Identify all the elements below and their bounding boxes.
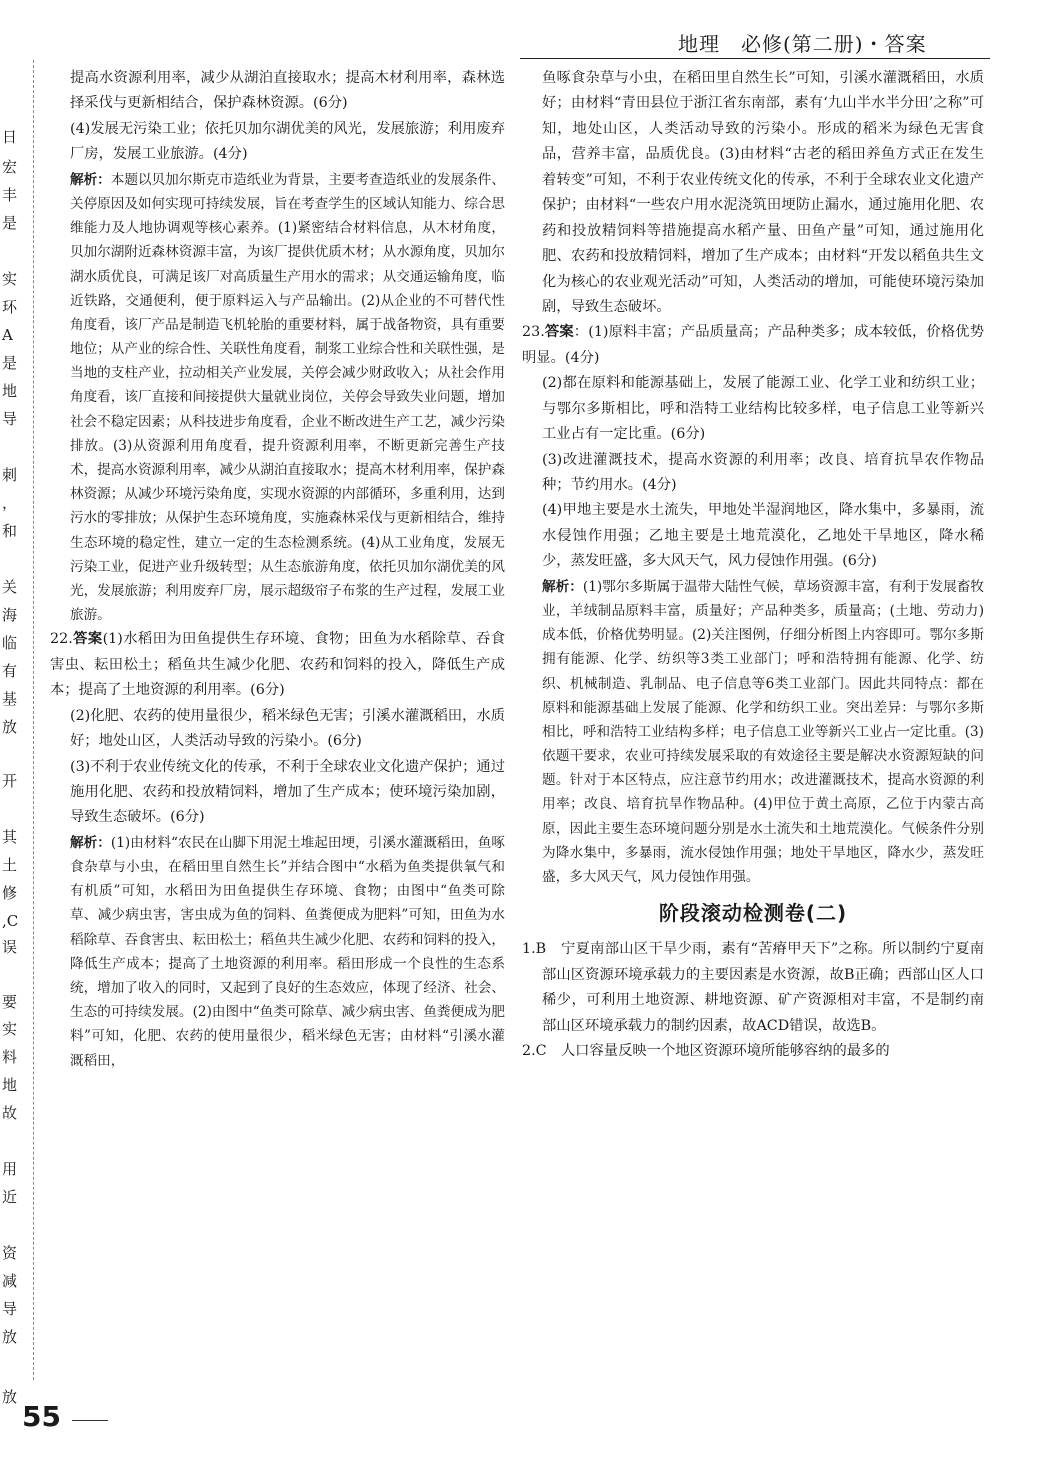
- analysis-text: (1)由材料“农民在山脚下用泥土堆起田埂，引溪水灌溉稻田，鱼啄食杂草与小虫，在稻田里自然生长”并结合图中“水稻为鱼类提供氧气和有机质”可知，水稻田为田鱼提供生存环境、食物；由图中“鱼类可除草、减少病虫害，害虫成为鱼的饲料、鱼粪便成为肥料”可知，田鱼为水稻除草、吞食害虫、耘田松土；稻鱼共生减少化肥、农药和饲料的投入，降低生产成本；提高了土地资源的利用率。稻田形成一个良性的生态系统，增加了收入的同时，又起到了良好的生态效应，体现了经济、社会、生态的可持续发展。(2)由图中“鱼类可除草、减少病虫害、鱼粪便成为肥料”可知，化肥、农药的使用量很少，稻米绿色无害；由材料“引溪水灌溉稻田，: [70, 834, 506, 1069]
- header-rule: [520, 58, 990, 59]
- analysis-label: 解析：: [70, 171, 111, 188]
- answer-label: 答案: [544, 324, 574, 341]
- page-header: 地理 必修(第二册)・答案: [678, 32, 927, 56]
- question-number: 23.: [522, 324, 545, 341]
- answer-text: (1)水稻田为田鱼提供生存环境、食物；田鱼为水稻除草、吞食害虫、耘田松土；稻鱼共生减少化肥、农药和饲料的投入，降低生产成本；提高了土地资源的利用率。(6分): [50, 631, 506, 699]
- answer-paragraph: (2)化肥、农药的使用量很少，稻米绿色无害；引溪水灌溉稻田，水质好；地处山区，人类活动导致的污染小。(6分): [70, 707, 505, 750]
- answer-text: ：(1)原料丰富；产品质量高；产品种类多；成本较低，价格优势明显。(4分): [522, 324, 985, 366]
- question-number: 22.: [50, 631, 73, 648]
- answer-label: 答案: [72, 631, 103, 648]
- answer-block: [50, 627, 505, 703]
- answer-paragraph: 提高水资源利用率，减少从湖泊直接取水；提高木材利用率，森林选择采伐与更新相结合，保护森林资源。(6分): [70, 70, 505, 112]
- analysis-text: (1)鄂尔多斯属于温带大陆性气候，草场资源丰富，有利于发展畜牧业，羊绒制品原料丰富，质量好；产品种类多，质量高；(土地、劳动力)成本低，价格优势明显。(2)关注图例，仔细分析图上内容即可。鄂尔多斯拥有能源、化学、纺织等3类工业部门；呼和浩特拥有能源、化学、纺织、机械制造、乳制品、电子信息等6类工业部门。因此共同特点：都在原料和能源基础上发展了能源、化学和纺织工业。突出差异：与鄂尔多斯相比，呼和浩特工业结构多样；电子信息工业等新兴工业占一定比重。(3)依题干要求，农业可持续发展采取的有效途径主要是解决水资源短缺的问题。针对于本区特点，应注意节约用水；改进灌溉技术，提高水资源的利用率；改良、培育抗旱作物品种。(4)甲位于黄土高原，乙位于内蒙古高原，因此主要生态环境问题分别是水土流失和土地荒漠化。气候条件分别为降水集中，多暴雨，流水侵蚀作用强；地处干旱地区，降水少，蒸发旺盛，多大风天气，风力侵蚀作用强。: [542, 578, 984, 885]
- analysis-label: 解析：: [542, 578, 583, 595]
- left-column: [50, 66, 505, 1073]
- analysis-block: [50, 168, 505, 628]
- choice-answer: 2.C 人口容量反映一个地区资源环境所能够容纳的最多的: [522, 1042, 890, 1059]
- answer-paragraph: (3)不利于农业传统文化的传承，不利于全球农业文化遗产保护；通过施用化肥、农药和投放精饲料，增加了生产成本；使环境污染加剧，导致生态破坏。(6分): [70, 758, 505, 826]
- answer-paragraph: (3)改进灌溉技术，提高水资源的利用率；改良、培育抗旱农作物品种；节约用水。(4分): [542, 451, 984, 493]
- answer-paragraph: 鱼啄食杂草与小虫，在稻田里自然生长”可知，引溪水灌溉稻田，水质好；由材料“青田县位于浙江省东南部，素有‘九山半水半分田’之称”可知，地处山区，人类活动导致的污染小。形成的稻米为绿色无害食品，营养丰富，品质优良。(3)由材料“古老的稻田养鱼方式正在发生着转变”可知，不利于农业传统文化的传承，不利于全球农业文化遗产保护；由材料“一些农户用水泥浇筑田埂防止漏水，通过施用化肥、农药和投放精饲料等措施提高水稻产量、田鱼产量”可知，通过施用化肥、农药和投放精饲料，增加了生产成本；由材料“开发以稻鱼共生文化为核心的农业观光活动”可知，人类活动的增加，可能使环境污染加剧，导致生态破坏。: [542, 70, 984, 315]
- answer-paragraph: (4)发展无污染工业；依托贝加尔湖优美的风光，发展旅游；利用废弃厂房，发展工业旅游。(4分): [70, 120, 505, 163]
- analysis-block: [50, 831, 505, 1073]
- page-number-rule: [72, 1420, 108, 1421]
- answer-paragraph: (4)甲地主要是水土流失，甲地处半湿润地区，降水集中，多暴雨，流水侵蚀作用强；乙地主要是土地荒漠化，乙地处干旱地区，降水稀少，蒸发旺盛，多大风天气，风力侵蚀作用强。(6分): [542, 502, 984, 570]
- answer-paragraph: (2)都在原料和能源基础上，发展了能源工业、化学工业和纺织工业；与鄂尔多斯相比，呼和浩特工业结构比较多样，电子信息工业等新兴工业占有一定比重。(6分): [542, 375, 984, 443]
- answer-block: [522, 320, 984, 371]
- binding-divider: [33, 60, 34, 1380]
- analysis-text: 本题以贝加尔斯克市造纸业为背景，主要考查造纸业的发展条件、关停原因及如何实现可持续发展，旨在考查学生的区域认知能力、综合思维能力及人地协调观等核心素养。(1)紧密结合材料信息，从木材角度，贝加尔湖附近森林资源丰富，为该厂提供优质木材；从水源角度，贝加尔湖水质优良，可满足该厂对高质量生产用水的需求；从交通运输角度，临近铁路，交通便利，便于原料运入与产品输出。(2)从企业的不可替代性角度看，该厂产品是制造飞机轮胎的重要材料，属于战备物资，具有重要地位；从产业的综合性、关联性角度看，制浆工业综合性和关联性强，是当地的支柱产业，拉动相关产业发展，关停会减少财政收入；从社会作用角度看，该厂直接和间接提供大量就业岗位，关停会导致失业问题，增加社会不稳定因素；从科技进步角度看，企业不断改进生产工艺，减少污染排放。(3)从资源利用角度看，提升资源利用率，不断更新完善生产技术，提高水资源利用率，减少从湖泊直接取水；提高木材利用率，保护森林资源；从减少环境污染角度，实现水资源的内部循环，多重利用，达到污水的零排放；从保护生态环境角度，实施森林采伐与更新相结合，维持生态环境的稳定性，建立一定的生态检测系统。(4)从工业角度，发展无污染工业，促进产业升级转型；从生态旅游角度，依托贝加尔湖优美的风光，发展旅游；利用废弃厂房，展示超级帘子布浆的生产过程，发展工业旅游。: [70, 171, 505, 624]
- page-number: 55: [22, 1400, 61, 1433]
- analysis-label: 解析：: [70, 834, 111, 851]
- analysis-block: [522, 575, 984, 889]
- choice-answer: 1.B 宁夏南部山区干旱少雨，素有“苦瘠甲天下”之称。所以制约宁夏南部山区资源环境承载力的主要因素是水资源，故B正确；西部山区人口稀少，可利用土地资源、耕地资源、矿产资源相对丰富，不是制约南部山区环境承载力的制约因素，故ACD错误，故选B。: [522, 941, 984, 1034]
- right-column: [522, 66, 984, 1064]
- section-title: 阶段滚动检测卷(二): [658, 901, 848, 926]
